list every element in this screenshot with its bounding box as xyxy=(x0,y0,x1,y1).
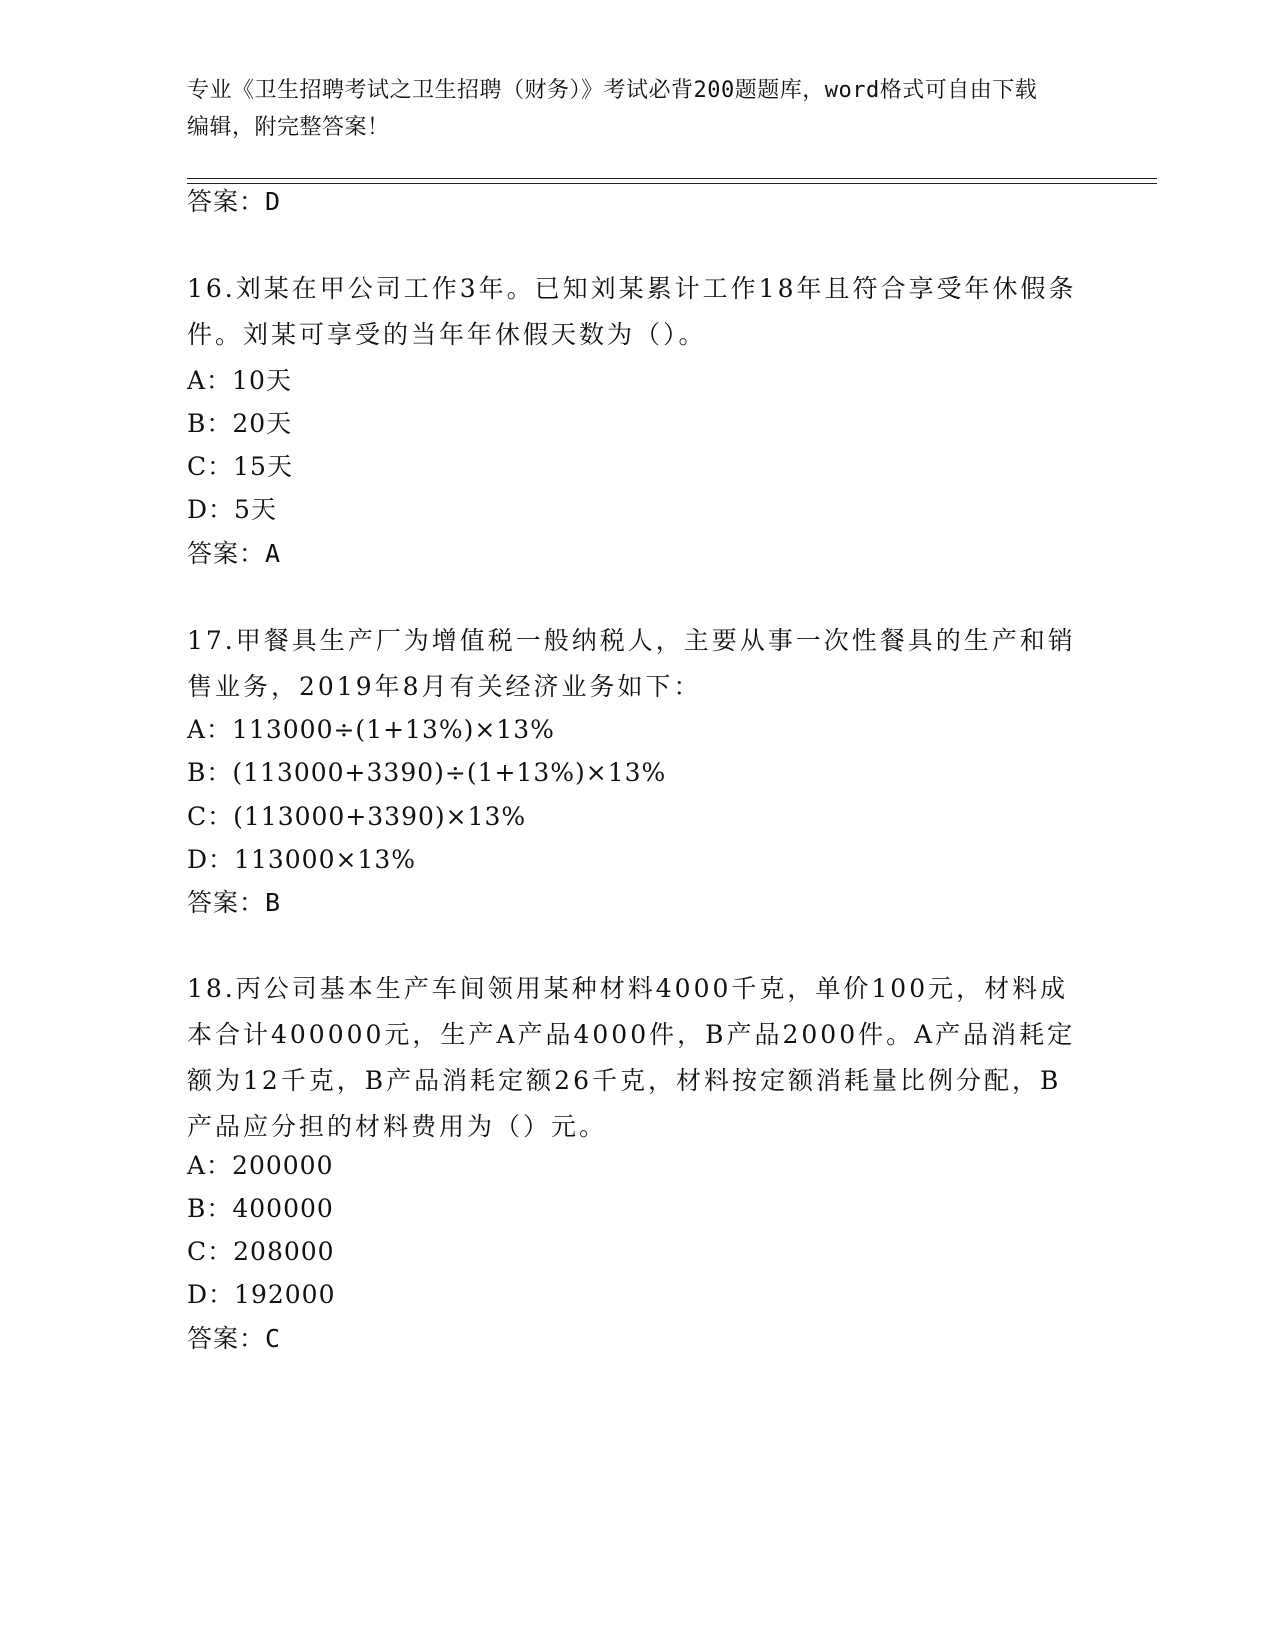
header-divider-bottom xyxy=(187,183,1157,184)
question-17-option-b: B：(113000+3390)÷(1+13%)×13% xyxy=(187,758,667,787)
question-18-option-c: C：208000 xyxy=(187,1237,335,1266)
question-18-option-a: A：200000 xyxy=(187,1151,334,1180)
answer-17: 答案：B xyxy=(187,888,282,917)
question-16-option-b: B：20天 xyxy=(187,409,293,438)
question-18-option-b: B：400000 xyxy=(187,1194,334,1223)
document-intro: 专业《卫生招聘考试之卫生招聘（财务）》考试必背200题题库，word格式可自由下载编辑，附完整答案！ xyxy=(187,78,1038,140)
question-16-option-c: C：15天 xyxy=(187,452,293,481)
answer-18: 答案：C xyxy=(187,1324,282,1353)
question-17-option-a: A：113000÷(1+13%)×13% xyxy=(187,715,555,744)
answer-16: 答案：A xyxy=(187,539,282,568)
question-16-option-a: A：10天 xyxy=(187,366,292,395)
question-16: 16.刘某在甲公司工作3年。已知刘某累计工作18年且符合享受年休假条件。刘某可享受的当年年休假天数为（）。 xyxy=(187,274,1077,349)
question-17-option-d: D：113000×13% xyxy=(187,845,416,874)
question-17: 17.甲餐具生产厂为增值税一般纳税人，主要从事一次性餐具的生产和销售业务，2019年8月有关经济业务如下： xyxy=(187,626,1076,701)
header-divider-top xyxy=(187,178,1157,179)
answer-15: 答案：D xyxy=(187,187,282,216)
question-18-option-d: D：192000 xyxy=(187,1280,336,1309)
question-18: 18.丙公司基本生产车间领用某种材料4000千克，单价100元，材料成本合计400000元，生产A产品4000件，B产品2000件。A产品消耗定额为12千克，B产品消耗定额26千克，材料按定额消耗量比例分配，B产品应分担的材料费用为（）元。 xyxy=(187,974,1076,1141)
question-17-option-c: C：(113000+3390)×13% xyxy=(187,802,527,831)
question-16-option-d: D：5天 xyxy=(187,495,277,524)
